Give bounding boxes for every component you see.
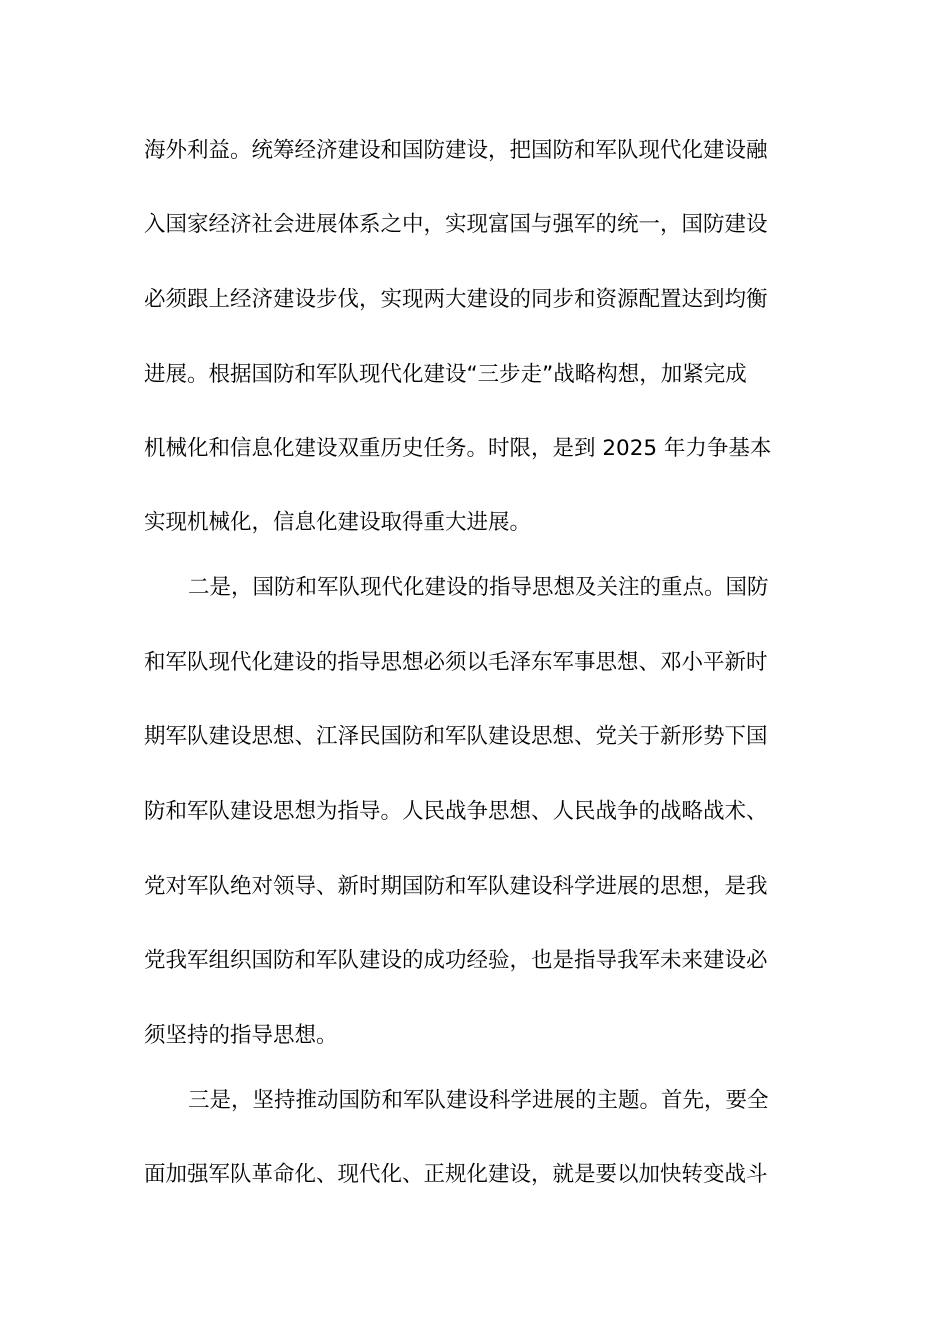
text-line: 实现机械化，信息化建设取得重大进展。: [144, 510, 532, 535]
text-line: 海外利益。统筹经济建设和国防建设，把国防和军队现代化建设融: [144, 138, 768, 163]
text-line: 期军队建设思想、江泽民国防和军队建设思想、党关于新形势下国: [144, 724, 768, 749]
paragraph-first-line: 二是，国防和军队现代化建设的指导思想及关注的重点。国防: [188, 575, 769, 600]
text-line: 机械化和信息化建设双重历史任务。时限，是到 2025 年力争基本: [144, 436, 772, 461]
text-line: 面加强军队革命化、现代化、正规化建设，就是要以加快转变战斗: [144, 1162, 768, 1187]
paragraph-first-line: 三是，坚持推动国防和军队建设科学进展的主题。首先，要全: [188, 1088, 769, 1113]
text-line: 和军队现代化建设的指导思想必须以毛泽东军事思想、邓小平新时: [144, 650, 768, 675]
text-line: 党对军队绝对领导、新时期国防和军队建设科学进展的思想，是我: [144, 874, 768, 899]
text-line: 必须跟上经济建设步伐，实现两大建设的同步和资源配置达到均衡: [144, 287, 768, 312]
text-line: 入国家经济社会进展体系之中，实现富国与强军的统一，国防建设: [144, 212, 768, 237]
text-line: 须坚持的指导思想。: [144, 1023, 338, 1048]
text-line: 防和军队建设思想为指导。人民战争思想、人民战争的战略战术、: [144, 799, 768, 824]
text-line: 党我军组织国防和军队建设的成功经验，也是指导我军未来建设必: [144, 948, 768, 973]
text-line: 进展。根据国防和军队现代化建设“三步走”战略构想，加紧完成: [144, 362, 747, 387]
